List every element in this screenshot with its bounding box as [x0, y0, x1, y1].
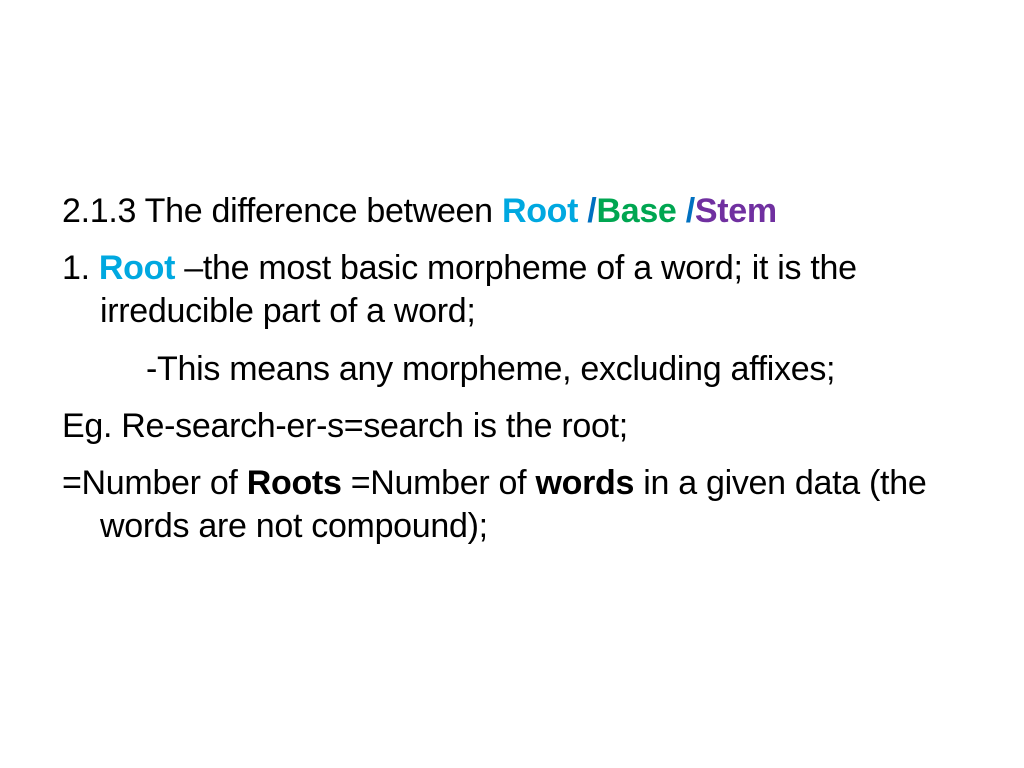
- section-heading: [62, 190, 962, 233]
- point-1-number: 1.: [62, 249, 99, 288]
- slide-body: [62, 190, 962, 562]
- heading-prefix: 2.1.3 The difference between: [62, 192, 502, 230]
- rule-part-2: =Number of: [341, 463, 536, 502]
- heading-root-keyword: Root: [501, 192, 579, 230]
- heading-stem-keyword: Stem: [694, 192, 777, 230]
- example-line: [62, 405, 962, 448]
- heading-slash-1: /: [578, 192, 597, 230]
- point-1-definition: [62, 247, 962, 333]
- point-1-subnote: [62, 348, 962, 391]
- point-1-root-keyword: Root: [98, 249, 176, 288]
- rule-roots-keyword: Roots: [246, 463, 342, 502]
- rule-part-3: in a given data (the words are not compound);: [100, 463, 927, 546]
- rule-part-1: =Number of: [62, 463, 247, 502]
- point-1-text: –the most basic morpheme of a word; it is the irreducible part of a word;: [100, 249, 857, 331]
- heading-slash-2: /: [676, 192, 695, 230]
- heading-base-keyword: Base: [596, 192, 677, 230]
- rule-line: [62, 462, 962, 548]
- example-text: Eg. Re-search-er-s=search is the root;: [62, 406, 628, 445]
- rule-words-keyword: words: [535, 463, 635, 502]
- subnote-text: -This means any morpheme, excluding affixes;: [146, 349, 836, 388]
